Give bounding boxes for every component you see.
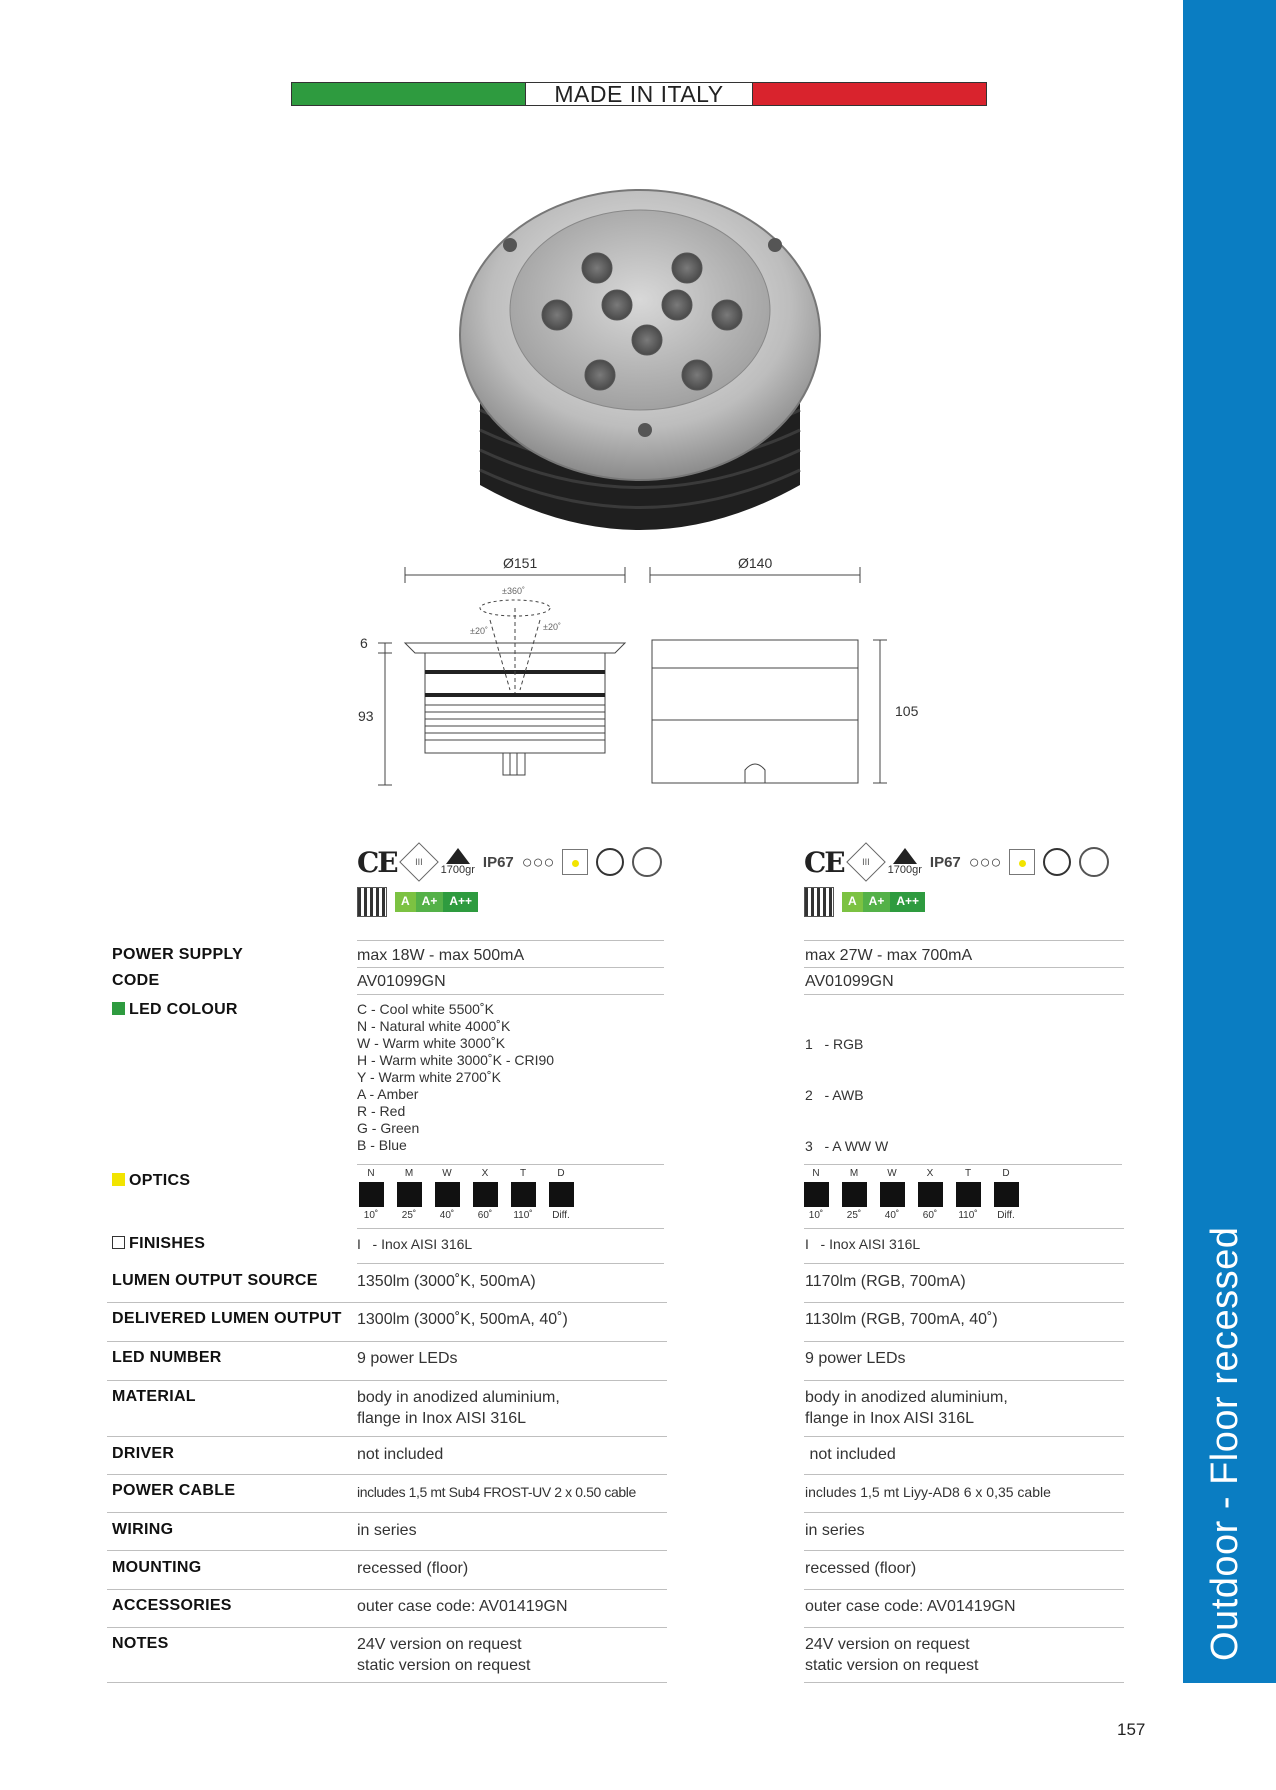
label-led-number: LED NUMBER	[112, 1349, 222, 1366]
surface-temp-icon	[562, 849, 588, 875]
led-colour-option: W - Warm white 3000˚K	[357, 1035, 506, 1051]
divider	[357, 940, 664, 941]
optic-code: W	[442, 1168, 452, 1179]
col1-power-supply: max 18W - max 500mA	[357, 947, 525, 964]
optic-code: W	[887, 1168, 897, 1179]
optic-code: T	[964, 1168, 972, 1179]
label-optics	[112, 1172, 190, 1190]
tyre-load-icon	[804, 887, 834, 917]
certifications-col1	[357, 845, 687, 925]
label-power-cable: POWER CABLE	[112, 1482, 236, 1499]
rotation-icon	[596, 848, 624, 876]
divider	[804, 1627, 1124, 1628]
label-accessories: ACCESSORIES	[112, 1597, 232, 1614]
dimension-diameter-151: Ø151	[503, 555, 538, 571]
optic-angle: 25˚	[401, 1210, 417, 1221]
tilt-angle-left-label: ±20˚	[470, 626, 488, 636]
col1-led-colour-list	[357, 1001, 554, 1154]
optic-code: M	[404, 1168, 414, 1179]
optic-angle: 110˚	[958, 1210, 978, 1221]
label-led-colour	[112, 1001, 238, 1019]
optic-angle: 60˚	[477, 1210, 493, 1221]
tilt-icon	[632, 847, 662, 877]
optic-code: D	[557, 1168, 565, 1179]
label-wiring: WIRING	[112, 1521, 174, 1538]
col1-code: AV01099GN	[357, 973, 446, 990]
led-colour-square-icon	[112, 1002, 125, 1015]
divider	[107, 1682, 667, 1683]
optic-code: N	[367, 1168, 375, 1179]
ce-mark: CE	[357, 845, 397, 879]
divider	[357, 1164, 664, 1165]
label-material: MATERIAL	[112, 1388, 196, 1405]
divider	[357, 1263, 664, 1264]
class-iii-icon	[846, 842, 886, 882]
tilt-angle-right-label: ±20˚	[543, 622, 561, 632]
rotation-angle-label: ±360˚	[502, 586, 525, 596]
divider	[804, 1589, 1124, 1590]
col1-optics	[352, 1168, 582, 1228]
beam-very-wide-icon	[511, 1182, 536, 1207]
class-iii-icon	[399, 842, 439, 882]
made-in-italy-banner	[291, 82, 987, 106]
dimension-flange-height: 6	[360, 635, 368, 651]
col1-material	[357, 1387, 560, 1429]
col2-driver: not included	[805, 1446, 896, 1463]
label-code: CODE	[112, 972, 160, 989]
dimension-outer-case-height: 105	[895, 703, 919, 719]
beam-narrow-icon	[804, 1182, 829, 1207]
energy-a: A	[842, 892, 863, 912]
col1-driver: not included	[357, 1446, 444, 1463]
ce-mark: CE	[804, 845, 844, 879]
surface-temp-icon	[1009, 849, 1035, 875]
led-colour-option: C - Cool white 5500˚K	[357, 1001, 494, 1017]
col1-finishes: I - Inox AISI 316L	[357, 1236, 473, 1252]
label-optics-text: OPTICS	[129, 1172, 191, 1189]
divider	[357, 1228, 664, 1229]
led-colour-option: G - Green	[357, 1120, 420, 1136]
beam-wide-icon	[435, 1182, 460, 1207]
material-line: body in anodized aluminium,	[805, 1389, 1008, 1406]
optic-code: T	[519, 1168, 527, 1179]
col2-mounting: recessed (floor)	[805, 1560, 917, 1577]
optic-angle: 110˚	[513, 1210, 533, 1221]
rotation-icon	[1043, 848, 1071, 876]
col1-lumen-output-source: 1350lm (3000˚K, 500mA)	[357, 1273, 536, 1290]
class-iii-label: III	[861, 856, 870, 867]
energy-a-plus: A+	[416, 892, 444, 912]
divider	[107, 1589, 667, 1590]
divider	[107, 1627, 667, 1628]
divider	[804, 1512, 1124, 1513]
divider	[804, 1228, 1124, 1229]
tyre-load-icon	[357, 887, 387, 917]
technical-drawing-lines	[360, 545, 920, 795]
col1-mounting: recessed (floor)	[357, 1560, 469, 1577]
divider	[107, 1302, 667, 1303]
col2-led-number: 9 power LEDs	[805, 1350, 906, 1367]
optic-angle: Diff.	[997, 1210, 1015, 1221]
divider	[357, 994, 664, 995]
col2-power-cable: includes 1,5 mt Liyy-AD8 6 x 0,35 cable	[805, 1484, 1051, 1500]
optic-angle: 60˚	[922, 1210, 938, 1221]
energy-class-label	[842, 892, 925, 912]
load-icon	[888, 848, 922, 876]
links-icon: ○○○	[521, 851, 555, 872]
links-icon: ○○○	[968, 851, 1002, 872]
note-line: 24V version on request	[357, 1636, 522, 1653]
divider	[804, 1474, 1124, 1475]
beam-extra-wide-icon	[918, 1182, 943, 1207]
divider	[107, 1436, 667, 1437]
led-colour-option: R - Red	[357, 1103, 406, 1119]
optic-code: D	[1002, 1168, 1010, 1179]
led-colour-option: 3 - A WW W	[805, 1138, 889, 1154]
col1-wiring: in series	[357, 1522, 417, 1539]
load-value: 1700gr	[887, 864, 922, 876]
banner-text: MADE IN ITALY	[526, 83, 753, 105]
load-value: 1700gr	[440, 864, 475, 876]
energy-a: A	[395, 892, 416, 912]
optic-angle: 40˚	[439, 1210, 455, 1221]
col1-delivered-lumen-output: 1300lm (3000˚K, 500mA, 40˚)	[357, 1311, 568, 1328]
label-lumen-output-source: LUMEN OUTPUT SOURCE	[112, 1272, 318, 1289]
beam-wide-icon	[880, 1182, 905, 1207]
led-colour-option: 2 - AWB	[805, 1087, 864, 1103]
label-mounting: MOUNTING	[112, 1559, 202, 1576]
col2-finishes: I - Inox AISI 316L	[805, 1236, 921, 1252]
beam-extra-wide-icon	[473, 1182, 498, 1207]
label-driver: DRIVER	[112, 1445, 175, 1462]
divider	[107, 1474, 667, 1475]
col1-power-cable: includes 1,5 mt Sub4 FROST-UV 2 x 0.50 cable	[357, 1484, 636, 1500]
col2-wiring: in series	[805, 1522, 865, 1539]
ip-rating: IP67	[929, 853, 961, 871]
note-line: 24V version on request	[805, 1636, 970, 1653]
col2-lumen-output-source: 1170lm (RGB, 700mA)	[805, 1273, 966, 1290]
divider	[804, 1341, 1124, 1342]
optic-angle: 25˚	[846, 1210, 862, 1221]
optic-code: X	[926, 1168, 934, 1179]
label-power-supply: POWER SUPPLY	[112, 946, 244, 963]
led-colour-option: H - Warm white 3000˚K - CRI90	[357, 1052, 555, 1068]
optics-square-icon	[112, 1173, 125, 1186]
col2-material	[805, 1387, 1008, 1429]
divider	[107, 1512, 667, 1513]
led-colour-option: B - Blue	[357, 1137, 407, 1153]
col1-accessories: outer case code: AV01419GN	[357, 1598, 568, 1615]
label-delivered-lumen-output: DELIVERED LUMEN OUTPUT	[112, 1310, 342, 1327]
col2-delivered-lumen-output: 1130lm (RGB, 700mA, 40˚)	[805, 1311, 998, 1328]
divider	[357, 967, 664, 968]
material-line: body in anodized aluminium,	[357, 1389, 560, 1406]
beam-diffused-icon	[994, 1182, 1019, 1207]
col2-power-supply: max 27W - max 700mA	[805, 947, 973, 964]
led-colour-option: A - Amber	[357, 1086, 419, 1102]
led-colour-option: 1 - RGB	[805, 1036, 864, 1052]
optic-code: M	[849, 1168, 859, 1179]
col1-notes	[357, 1634, 530, 1676]
divider	[107, 1341, 667, 1342]
energy-a-plus-plus: A++	[443, 892, 478, 912]
tilt-icon	[1079, 847, 1109, 877]
divider	[804, 1682, 1124, 1683]
load-icon	[441, 848, 475, 876]
divider	[804, 1436, 1124, 1437]
divider	[804, 1164, 1122, 1165]
beam-narrow-icon	[359, 1182, 384, 1207]
col2-optics	[797, 1168, 1027, 1228]
optic-code: X	[481, 1168, 489, 1179]
divider	[107, 1550, 667, 1551]
led-colour-option: Y - Warm white 2700˚K	[357, 1069, 501, 1085]
finishes-square-icon	[112, 1236, 125, 1249]
energy-a-plus: A+	[863, 892, 891, 912]
optic-angle: 10˚	[363, 1210, 379, 1221]
label-finishes	[112, 1235, 205, 1253]
dimension-body-height: 93	[358, 708, 374, 724]
flag-green-band	[292, 83, 526, 105]
ip-rating: IP67	[482, 853, 514, 871]
note-line: static version on request	[805, 1657, 979, 1674]
divider	[804, 1550, 1124, 1551]
material-line: flange in Inox AISI 316L	[805, 1410, 975, 1427]
beam-diffused-icon	[549, 1182, 574, 1207]
col2-notes	[805, 1634, 978, 1676]
technical-drawing	[360, 545, 920, 795]
label-led-colour-text: LED COLOUR	[129, 1001, 238, 1018]
page-number: 157	[1117, 1720, 1146, 1739]
divider	[804, 967, 1124, 968]
optic-code: N	[812, 1168, 820, 1179]
divider	[804, 1380, 1124, 1381]
side-category-title: Outdoor - Floor recessed	[1203, 1226, 1246, 1661]
beam-medium-icon	[397, 1182, 422, 1207]
divider	[804, 940, 1124, 941]
product-photo	[420, 185, 860, 555]
energy-a-plus-plus: A++	[890, 892, 925, 912]
flag-red-band	[753, 83, 986, 105]
beam-very-wide-icon	[956, 1182, 981, 1207]
note-line: static version on request	[357, 1657, 531, 1674]
optic-angle: 10˚	[808, 1210, 824, 1221]
side-category-band	[1183, 0, 1276, 1683]
class-iii-label: III	[414, 856, 423, 867]
divider	[804, 1302, 1124, 1303]
divider	[804, 994, 1124, 995]
optic-angle: 40˚	[884, 1210, 900, 1221]
divider	[804, 1263, 1124, 1264]
optic-angle: Diff.	[552, 1210, 570, 1221]
divider	[107, 1380, 667, 1381]
label-finishes-text: FINISHES	[129, 1235, 206, 1252]
dimension-diameter-140: Ø140	[738, 555, 773, 571]
label-notes: NOTES	[112, 1635, 169, 1652]
led-colour-option: N - Natural white 4000˚K	[357, 1018, 511, 1034]
col2-led-colour-list	[805, 1002, 888, 1189]
col1-led-number: 9 power LEDs	[357, 1350, 458, 1367]
material-line: flange in Inox AISI 316L	[357, 1410, 527, 1427]
energy-class-label	[395, 892, 478, 912]
beam-medium-icon	[842, 1182, 867, 1207]
col2-accessories: outer case code: AV01419GN	[805, 1598, 1016, 1615]
col2-code: AV01099GN	[805, 973, 894, 990]
certifications-col2	[804, 845, 1134, 925]
